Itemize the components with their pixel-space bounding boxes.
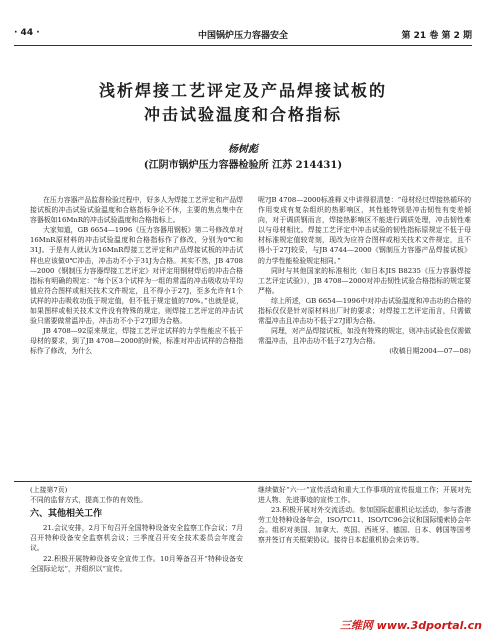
- article-end-rule: [14, 481, 472, 482]
- received-date: (收稿日期2004—07—08): [389, 347, 471, 356]
- right-column: [258, 195, 471, 357]
- watermark: 三维网 www.3dportal.cn: [262, 614, 486, 637]
- article-title-line-2: 冲击试验温度和合格指标: [143, 105, 342, 124]
- item-23: 23.积极开展对外交流活动。参加国际起重机论坛活动，参与香港劳工处特种设备年会，ISO/TC11、ISO/TC96会议和国际缆索协会年会。组织对美国、加拿大、英国、西班牙、德国、日本、韩国等国考察并签订有关框架协议。接待日本起重机协会来访等。: [258, 506, 471, 545]
- left-paragraph-1: 在压力容器产品监督检验过程中，好多人为焊接工艺评定和产品焊接试板的冲击试验试验温度和合格指标争论不休，主要的焦点集中在容器板如16MnR的冲击试验温度和合格指标上。: [30, 196, 243, 225]
- left-paragraph-3: JB 4708—92原来规定，焊接工艺评定试样的力学性能应不低于母材的要求，到了JB 4708—2000的时候，标准对冲击试样的合格指标作了修改，为什么: [30, 327, 243, 356]
- continued-line: 不同的监督方式，提高工作的有效性。: [30, 496, 148, 505]
- header-rule: [14, 45, 472, 46]
- author: 杨树彪: [228, 144, 258, 155]
- item-21: 21.会议安排，2月下旬召开全国特种设备安全监察工作会议；7月召开特种设备安全监察机会议；三季度召开安全技术委员会年度会议。: [30, 524, 243, 553]
- left-paragraph-2: 大家知道，GB 6654—1996《压力容器用钢板》第二号修改单对16MnR原材料的冲击试验温度和合格指标作了修改，分别为0℃和31J。于是有人就认为16MnR焊接工艺评定和产品焊接试板的冲击试样也应该做0℃冲击，冲击功不小于31J为合格。其实不然，JB 4708—2000《钢制压力容器焊接工艺评定》对评定用钢材焊后的冲击合格指标有明确的规定：“每个区3个试样为一组的常温的冲击吸收功平均值应符合图样或相关技术文件规定，且不得小于27J，至多允许有1个试样的冲击吸收功低于规定值，但不低于规定值的70%。”也就是说，如果图样或相关技术文件没有特殊的规定，则焊接工艺评定的冲击试验只需要做常温冲击，冲击功不小于27J即为合格。: [30, 226, 243, 326]
- bottom-left-column: [30, 485, 243, 574]
- right-paragraph-2: 同时与其他国家的标准相比（如日本JIS B8235《压力容器焊接工艺评定试验》），JB 4708—2000对冲击韧性试验合格指标的规定要严格。: [258, 266, 471, 295]
- right-paragraph-1: 呢?JB 4708—2000标准释义中讲得很清楚：“母材经过焊接热循环的作用变成有复杂组织的热影响区，其性能特别是冲击韧性有变差倾向，对于调质钢而言，焊接热影响区不能进行调质处理，冲击韧性难以与母材相比。焊接工艺评定中冲击试验的韧性指标原规定不低于母材标准规定值较苛刻，现改为应符合图样或相关技术文件规定，且不得小于27J较妥，与JB 4744—2000《钢制压力容器产品焊接试板》的力学性能检验规定相同。”: [258, 196, 471, 265]
- left-column: [30, 195, 243, 357]
- bottom-right-column: [258, 485, 471, 546]
- page-header: [14, 28, 472, 44]
- item-22: 22.积极开展特种设备安全宣传工作。10月筹备召开“特种设备安全国际论坛”，并组织以“宣传。: [30, 554, 243, 573]
- section-heading: 六、其他相关工作: [30, 509, 103, 520]
- affiliation: (江阴市锅炉压力容器检验所 江苏 214431): [143, 160, 343, 171]
- page-number: · 44 ·: [14, 28, 40, 38]
- journal-name: 中国锅炉压力容器安全: [197, 31, 288, 41]
- right-paragraph-4: 同理，对产品焊接试板，如没有特殊的规定，则冲击试验也仅需做常温冲击，且冲击功不低于27J为合格。: [258, 327, 471, 346]
- item-22-continued: 继续做好“六·一”宣传活动和重大工作事项的宣传报道工作；开展对先进人物、先进事迹的宣传工作。: [258, 486, 471, 505]
- volume-issue: 第 21 卷 第 2 期: [401, 31, 472, 41]
- right-paragraph-3: 综上所述，GB 6654—1996中对冲击试验温度和冲击功的合格的指标仅仅是针对原材料出厂时的要求；对焊接工艺评定而言，只需做常温冲击且冲击功不低于27J即为合格。: [258, 296, 471, 326]
- article-title-line-1: 浅析焊接工艺评定及产品焊接试板的: [98, 81, 387, 100]
- continued-note: (上接第7页): [30, 486, 68, 494]
